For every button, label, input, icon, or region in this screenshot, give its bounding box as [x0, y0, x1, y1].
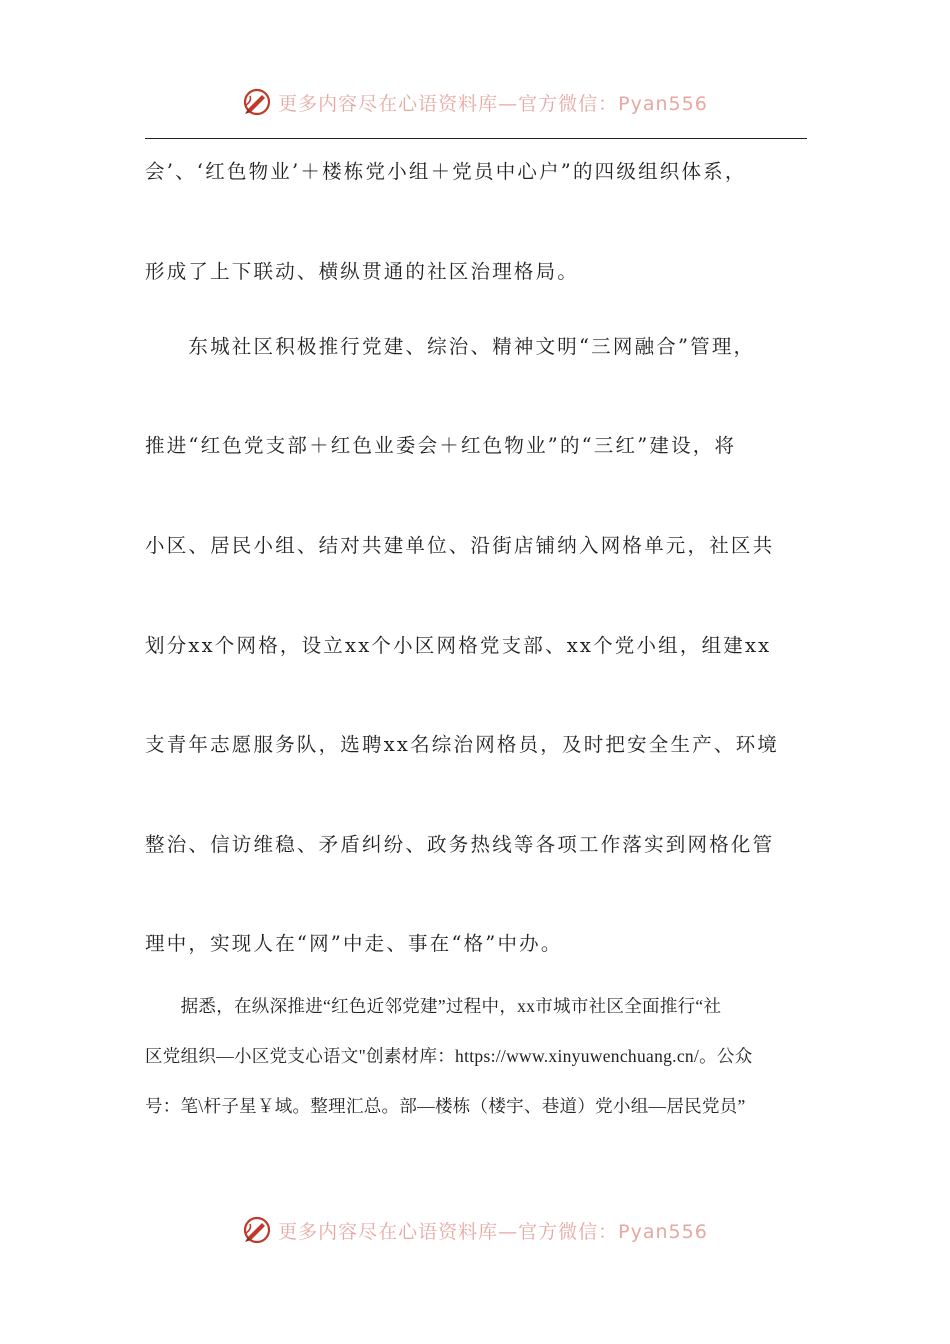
body-small-line-1: 据悉，在纵深推进“红色近邻党建”过程中，xx市城市社区全面推行“社 [145, 996, 722, 1016]
body-line-9: 理中，实现人在“网”中走、事在“格”中办。 [145, 932, 563, 955]
header-divider [145, 138, 807, 139]
header-banner-wechat: Pyan556 [618, 92, 708, 115]
pen-logo-icon [242, 1215, 272, 1245]
body-line-7: 支青年志愿服务队，选聘xx名综治网格员，及时把安全生产、环境 [145, 733, 779, 756]
body-line-3: 东城社区积极推行党建、综治、精神文明“三网融合”管理， [145, 335, 756, 358]
body-line-2: 形成了上下联动、横纵贯通的社区治理格局。 [145, 260, 580, 283]
footer-banner-wechat: Pyan556 [618, 1220, 708, 1243]
body-line-1: 会’、‘红色物业’＋楼栋党小组＋党员中心户”的四级组织体系， [145, 160, 747, 183]
footer-banner [0, 1210, 950, 1250]
body-line-6: 划分xx个网格，设立xx个小区网格党支部、xx个党小组，组建xx [145, 634, 772, 657]
body-small-line-3: 号：笔\杆子星￥域。整理汇总。部—楼栋（楼宇、巷道）党小组—居民党员” [145, 1096, 746, 1116]
body-line-8: 整治、信访维稳、矛盾纠纷、政务热线等各项工作落实到网格化管 [145, 833, 775, 856]
header-banner-text: 更多内容尽在心语资料库—官方微信：Pyan556 [278, 92, 708, 115]
body-line-4: 推进“红色党支部＋红色业委会＋红色物业”的“三红”建设，将 [145, 434, 737, 457]
body-line-5: 小区、居民小组、结对共建单位、沿街店铺纳入网格单元，社区共 [145, 534, 775, 557]
header-banner [0, 82, 950, 122]
pen-logo-icon [242, 87, 272, 117]
footer-banner-text: 更多内容尽在心语资料库—官方微信：Pyan556 [278, 1220, 708, 1243]
body-small-line-2: 区党组织—小区党支心语文"创素材库：https://www.xinyuwenchuang.cn/。公众 [145, 1046, 753, 1066]
